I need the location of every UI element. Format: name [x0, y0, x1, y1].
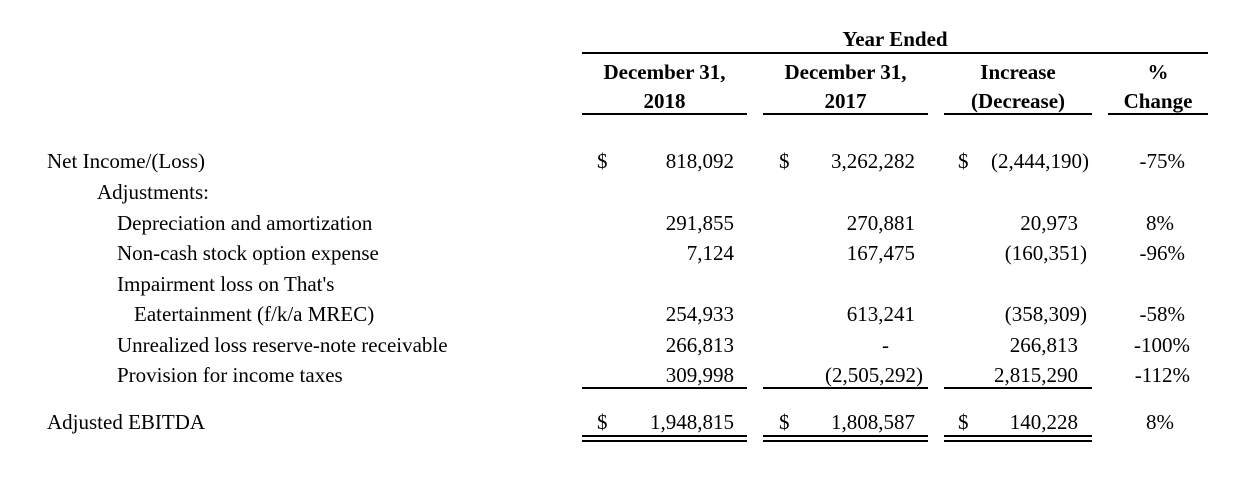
col-2017-header-rule [763, 113, 928, 115]
col-2018-header-line1: December 31, [603, 60, 726, 84]
row-depreciation-change: 20,973 [1020, 211, 1078, 235]
col-pct-header-rule [1108, 113, 1208, 115]
row-depreciation-2017: 270,881 [846, 211, 915, 235]
row-impairment-2017: 613,241 [846, 302, 915, 326]
row-label-adjustments: Adjustments: [97, 180, 210, 204]
col-2018-header-rule [582, 113, 747, 115]
col-pct-header-line1: % [1147, 60, 1169, 84]
row-net-income-cur-2018: $ [597, 149, 608, 173]
col-2017-header-line2: 2017 [824, 89, 867, 113]
subtotal-rule-change [944, 387, 1092, 389]
total-double-rule-change-a [944, 435, 1092, 437]
row-label-stock-option: Non-cash stock option expense [117, 241, 379, 265]
row-label-impairment-line1: Impairment loss on That's [117, 272, 335, 296]
row-income-taxes-pct: -112% [1134, 363, 1190, 387]
row-income-taxes-2018: 309,998 [665, 363, 734, 387]
row-ebitda-cur-2018: $ [597, 410, 608, 434]
col-pct-header-line2: Change [1123, 89, 1193, 113]
row-ebitda-2018: 1,948,815 [650, 410, 734, 434]
row-label-net-income: Net Income/(Loss) [47, 149, 206, 173]
row-label-depreciation: Depreciation and amortization [117, 211, 373, 235]
row-ebitda-cur-2017: $ [779, 410, 790, 434]
row-depreciation-2018: 291,855 [665, 211, 734, 235]
row-unrealized-loss-change: 266,813 [1009, 333, 1078, 357]
row-stock-option-change: (160,351) [1004, 241, 1087, 265]
row-unrealized-loss-2017: - [882, 333, 889, 357]
row-impairment-2018: 254,933 [665, 302, 734, 326]
row-depreciation-pct: 8% [1146, 211, 1174, 235]
group-title-rule [582, 52, 1208, 54]
total-double-rule-change-b [944, 440, 1092, 442]
row-net-income-pct: -75% [1139, 149, 1185, 173]
total-double-rule-2017-b [763, 440, 928, 442]
row-label-impairment-line2: Eatertainment (f/k/a MREC) [134, 302, 375, 326]
col-2018-header-line2: 2018 [643, 89, 686, 113]
group-title: Year Ended [842, 27, 948, 51]
row-net-income-2017: 3,262,282 [831, 149, 915, 173]
row-ebitda-change: 140,228 [1009, 410, 1078, 434]
row-net-income-2018: 818,092 [665, 149, 734, 173]
row-net-income-change: (2,444,190) [991, 149, 1089, 173]
row-net-income-cur-2017: $ [779, 149, 790, 173]
row-ebitda-pct: 8% [1146, 410, 1174, 434]
row-ebitda-2017: 1,808,587 [831, 410, 915, 434]
row-income-taxes-change: 2,815,290 [994, 363, 1078, 387]
subtotal-rule-2018 [582, 387, 747, 389]
row-ebitda-cur-change: $ [958, 410, 969, 434]
col-change-header-line1: Increase [980, 60, 1056, 84]
row-impairment-change: (358,309) [1004, 302, 1087, 326]
row-unrealized-loss-2018: 266,813 [665, 333, 734, 357]
col-change-header-line2: (Decrease) [970, 89, 1066, 113]
row-impairment-pct: -58% [1139, 302, 1185, 326]
total-double-rule-2018-a [582, 435, 747, 437]
col-change-header-rule [944, 113, 1092, 115]
row-label-unrealized-loss: Unrealized loss reserve-note receivable [117, 333, 448, 357]
row-stock-option-2017: 167,475 [846, 241, 915, 265]
row-label-adjusted-ebitda: Adjusted EBITDA [47, 410, 206, 434]
total-double-rule-2017-a [763, 435, 928, 437]
row-label-income-taxes: Provision for income taxes [117, 363, 343, 387]
row-net-income-cur-change: $ [958, 149, 969, 173]
subtotal-rule-2017 [763, 387, 928, 389]
total-double-rule-2018-b [582, 440, 747, 442]
col-2017-header-line1: December 31, [784, 60, 907, 84]
row-income-taxes-2017: (2,505,292) [825, 363, 923, 387]
row-stock-option-pct: -96% [1139, 241, 1185, 265]
row-unrealized-loss-pct: -100% [1134, 333, 1190, 357]
row-stock-option-2018: 7,124 [686, 241, 734, 265]
